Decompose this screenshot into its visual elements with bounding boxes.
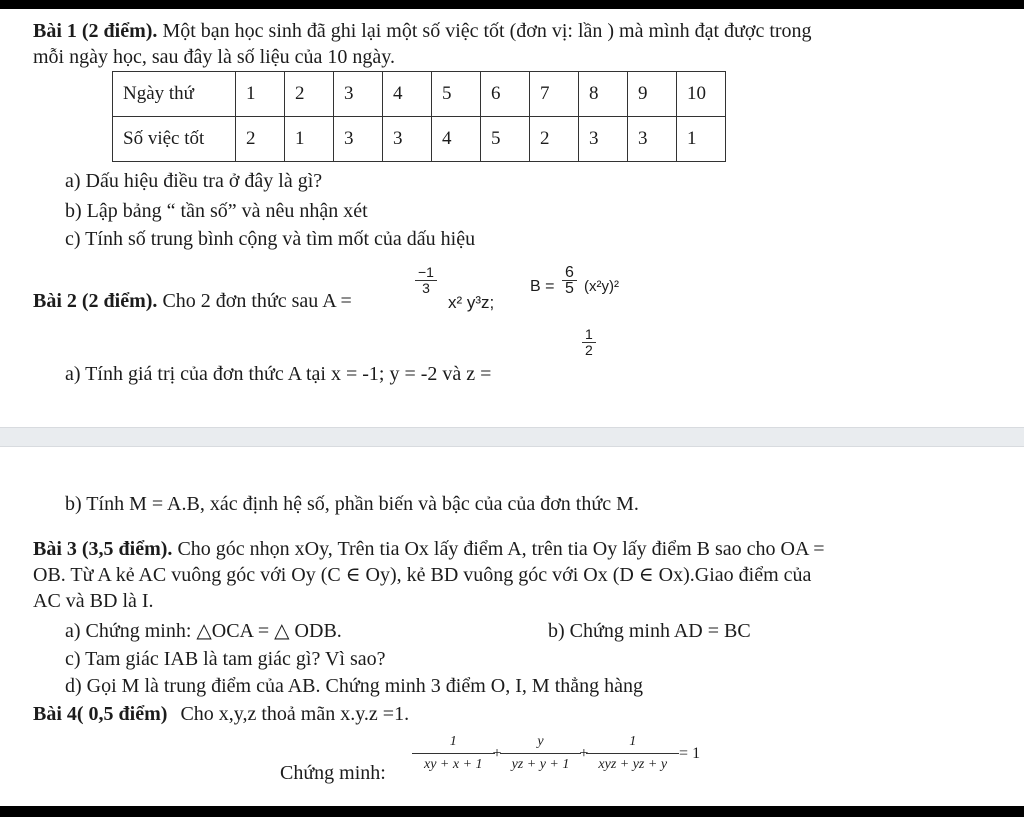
b4-fraction-3 (592, 731, 673, 776)
b4-intro (33, 702, 409, 726)
b2-b-vars: (x²y)² (584, 278, 619, 295)
table-cell: 4 (383, 72, 432, 117)
b4-title: Bài 4( 0,5 điểm) (33, 703, 168, 725)
table-cell: 3 (383, 117, 432, 162)
table-cell: 2 (236, 117, 285, 162)
b2-a-lhs: A = (322, 290, 352, 312)
row-label-good-deeds: Số việc tốt (113, 117, 236, 162)
b3-question-d: d) Gọi M là trung điểm của AB. Chứng minh 3 điểm O, I, M thẳng hàng (65, 675, 643, 697)
b2-b-num: 6 (562, 265, 577, 281)
b4-equals: = 1 (679, 744, 701, 762)
page-break-band (0, 427, 1024, 447)
b4-f2-num: y (500, 731, 582, 754)
row-label-days: Ngày thứ (113, 72, 236, 117)
b1-intro-1: Một bạn học sinh đã ghi lại một số việc tốt (đơn vị: lần ) mà mình đạt được trong (162, 20, 812, 42)
b3-question-a: a) Chứng minh: △OCA = △ ODB. (65, 620, 342, 642)
b2-a-num: −1 (415, 265, 437, 281)
table-cell: 2 (285, 72, 334, 117)
b2-title: Bài 2 (2 điểm). (33, 290, 158, 312)
b4-plus-1: + (492, 744, 502, 762)
table-cell: 1 (677, 117, 726, 162)
b1-question-b: b) Lập bảng “ tần số” và nêu nhận xét (65, 200, 368, 222)
table-cell: 4 (432, 117, 481, 162)
b2-question-a: a) Tính giá trị của đơn thức A tại x = -1; y = -2 và z = (65, 363, 492, 385)
worksheet-page (0, 9, 1024, 806)
b2-text: Cho 2 đơn thức sau (162, 290, 319, 312)
b4-prove-label: Chứng minh: (280, 762, 386, 784)
b3-text-1: Cho góc nhọn xOy, Trên tia Ox lấy điểm A, trên tia Oy lấy điểm B sao cho OA = (177, 538, 825, 560)
table-cell: 8 (579, 72, 628, 117)
b3-question-c: c) Tam giác IAB là tam giác gì? Vì sao? (65, 648, 386, 670)
b1-intro-line-1 (33, 19, 812, 43)
b2-b-den: 5 (565, 280, 574, 297)
table-cell: 3 (334, 117, 383, 162)
frequency-table (112, 71, 726, 162)
b2-a-coefficient (415, 265, 437, 296)
b2-z-den: 2 (585, 342, 593, 358)
b4-f3-num: 1 (586, 731, 679, 754)
table-cell: 3 (334, 72, 383, 117)
b4-plus-2: + (579, 744, 589, 762)
b2-b-coefficient (562, 265, 577, 296)
b3-intro-line-1 (33, 537, 825, 561)
table-row-good-deeds (113, 117, 726, 162)
b4-equation (418, 731, 700, 776)
table-cell: 6 (481, 72, 530, 117)
table-cell: 3 (579, 117, 628, 162)
b1-question-c: c) Tính số trung bình cộng và tìm mốt của dấu hiệu (65, 228, 476, 250)
b3-question-b: b) Chứng minh AD = BC (548, 620, 751, 642)
b3-text-3: AC và BD là I. (33, 590, 154, 612)
table-cell: 3 (628, 117, 677, 162)
b2-b-lhs: B = (530, 278, 555, 295)
b2-z-num: 1 (582, 327, 596, 343)
b1-intro-2: mỗi ngày học, sau đây là số liệu của 10 ngày. (33, 46, 395, 68)
b4-fraction-2 (506, 731, 576, 776)
table-row-days (113, 72, 726, 117)
b3-text-2: OB. Từ A kẻ AC vuông góc với Oy (C ∈ Oy), kẻ BD vuông góc với Ox (D ∈ Ox).Giao điểm của (33, 564, 812, 586)
table-cell: 5 (432, 72, 481, 117)
b4-f3-den: xyz + yz + y (598, 757, 668, 772)
b1-title: Bài 1 (2 điểm). (33, 20, 158, 42)
b2-z-value (582, 327, 596, 358)
b2-a-vars: x² y³z; (448, 293, 495, 312)
table-cell: 1 (285, 117, 334, 162)
b2-question-b: b) Tính M = A.B, xác định hệ số, phần biến và bậc của của đơn thức M. (65, 493, 639, 515)
b2-intro (33, 289, 352, 313)
b4-f1-num: 1 (412, 731, 495, 754)
table-cell: 5 (481, 117, 530, 162)
b4-text: Cho x,y,z thoả mãn x.y.z =1. (180, 703, 410, 725)
table-cell: 10 (677, 72, 726, 117)
b4-fraction-1 (418, 731, 489, 776)
table-cell: 1 (236, 72, 285, 117)
b4-f2-den: yz + y + 1 (511, 757, 570, 772)
b4-f1-den: xy + x + 1 (424, 757, 483, 772)
table-cell: 2 (530, 117, 579, 162)
b2-a-den: 3 (422, 280, 430, 296)
b3-title: Bài 3 (3,5 điểm). (33, 538, 173, 560)
table-cell: 9 (628, 72, 677, 117)
b1-question-a: a) Dấu hiệu điều tra ở đây là gì? (65, 170, 323, 192)
table-cell: 7 (530, 72, 579, 117)
